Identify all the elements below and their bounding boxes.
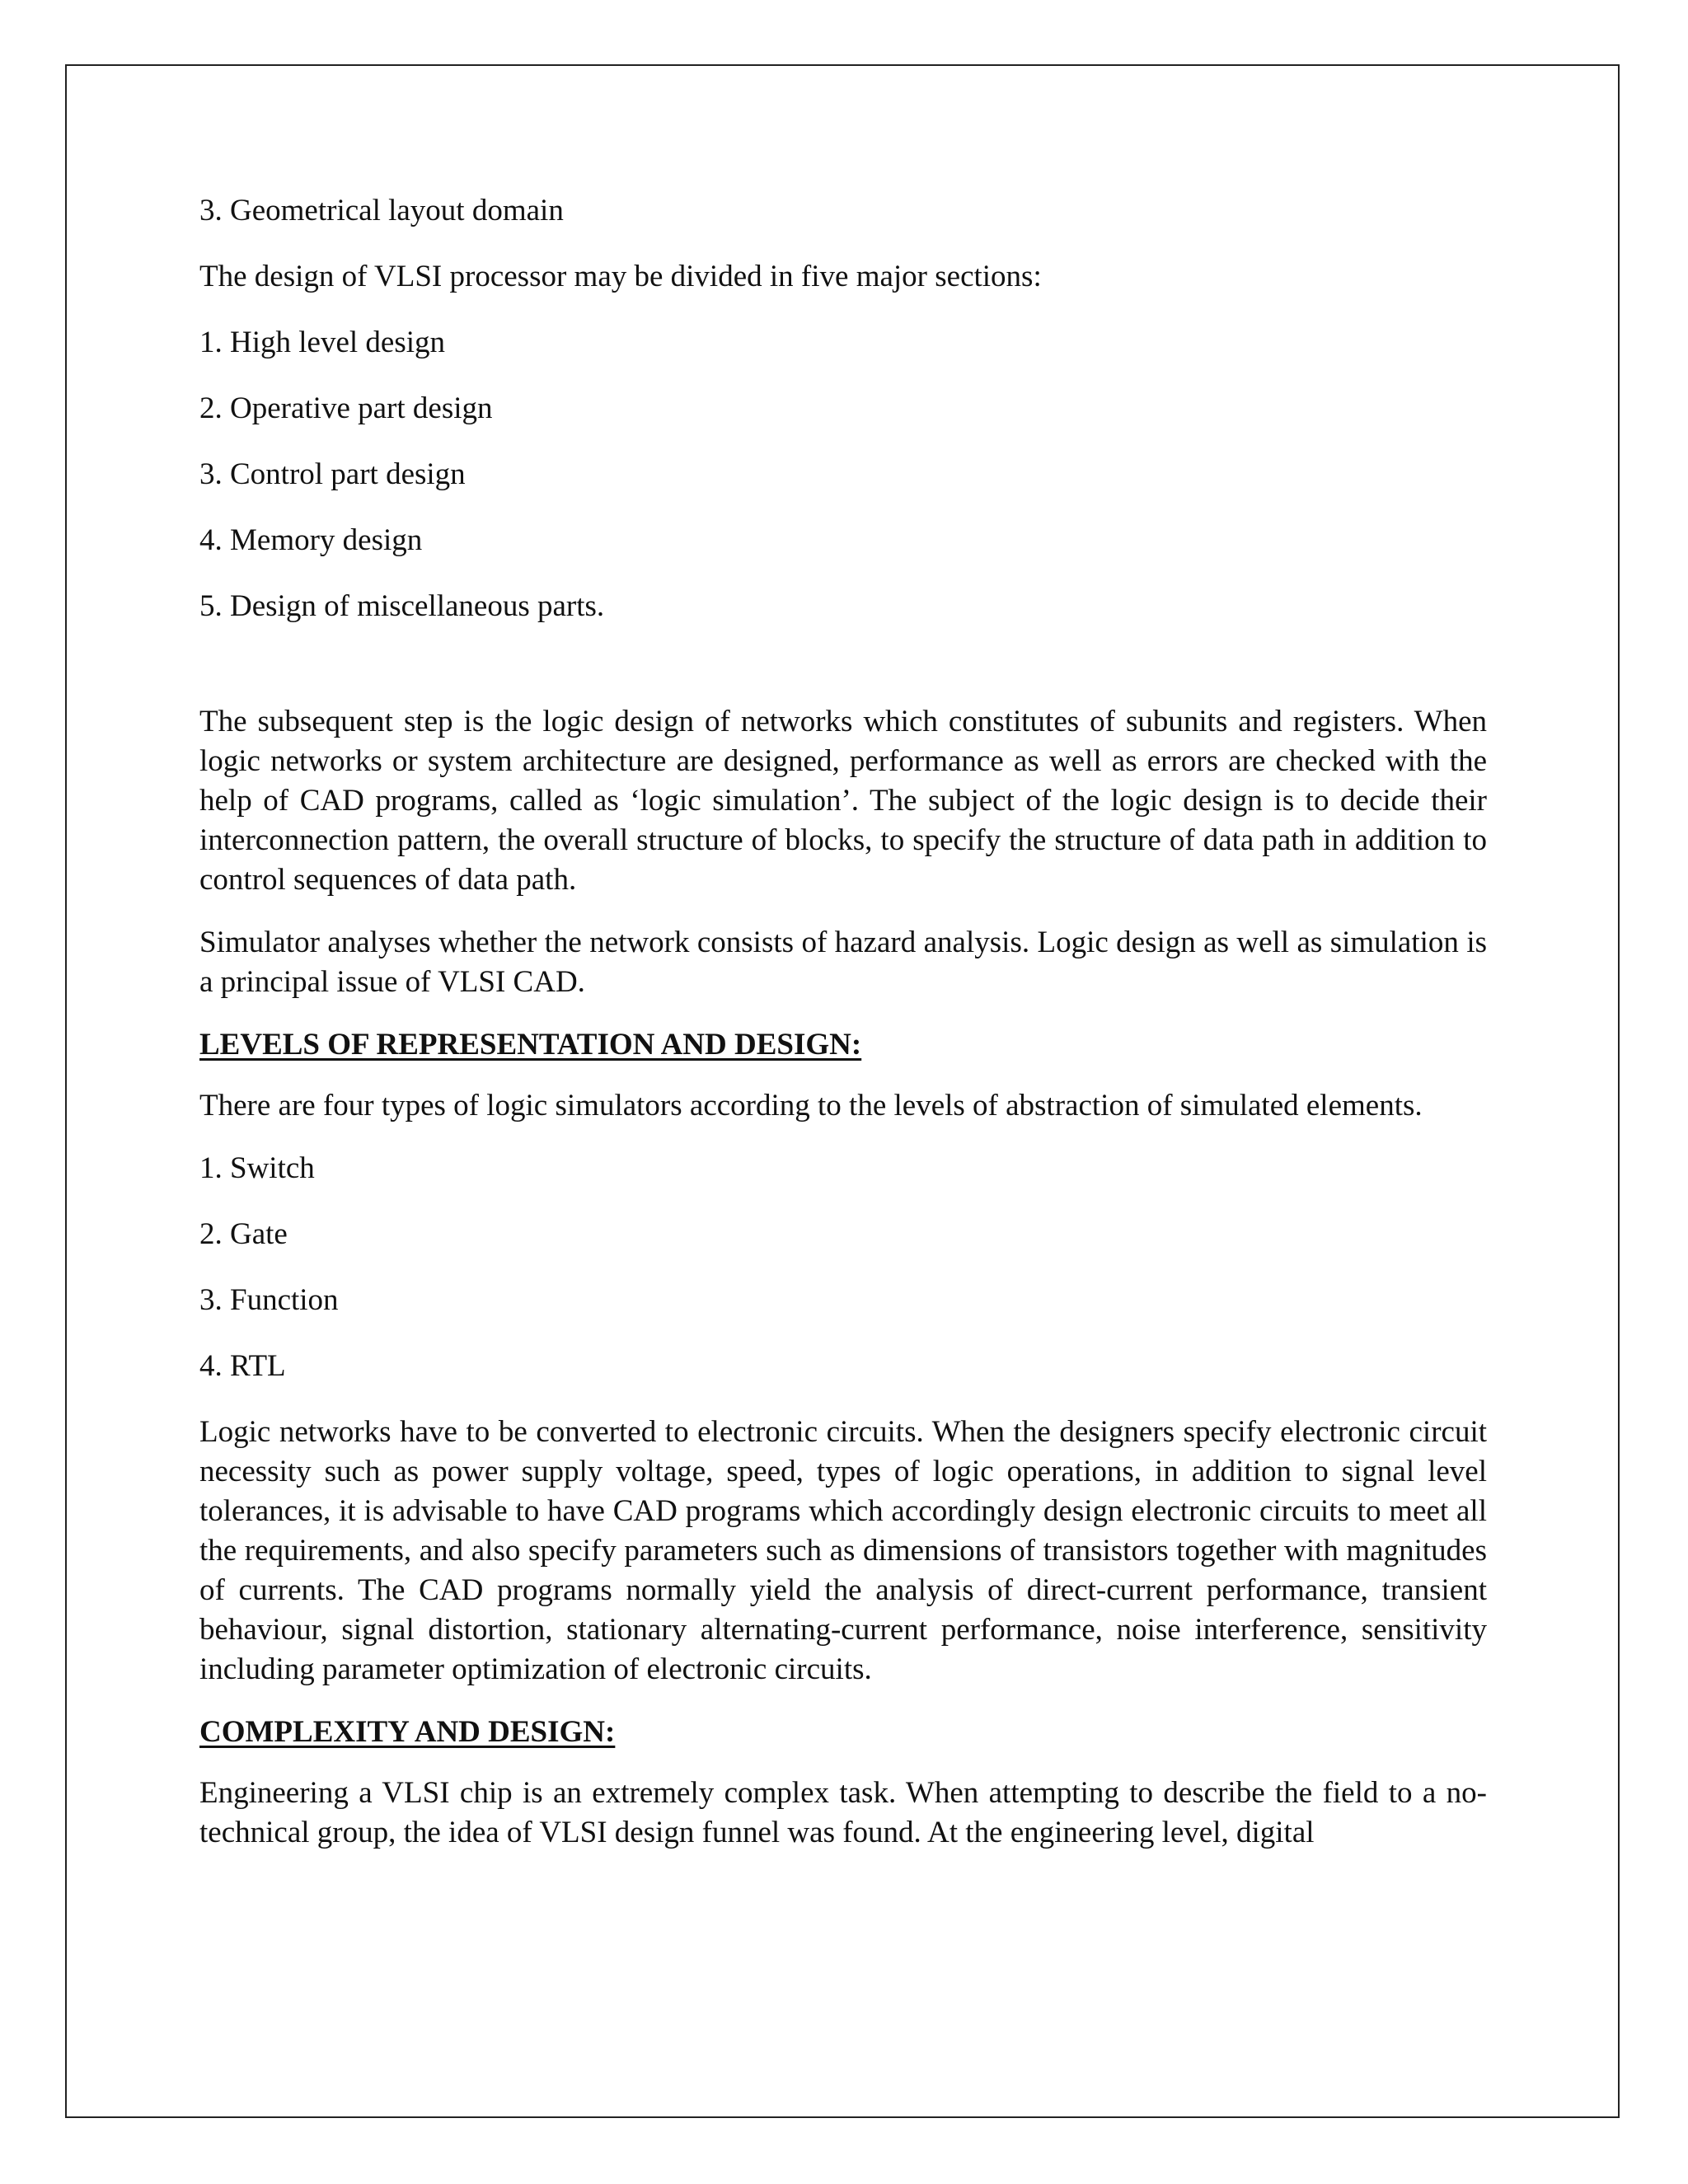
- sections-intro: The design of VLSI processor may be divided in five major sections:: [199, 260, 1042, 293]
- document-body: [199, 191, 1487, 1876]
- domain-item-geometrical-layout: 3. Geometrical layout domain: [199, 194, 564, 227]
- heading-complexity-and-design: COMPLEXITY AND DESIGN:: [199, 1715, 616, 1749]
- paragraph-electronic-circuits: Logic networks have to be converted to electronic circuits. When the designers specify electronic circuit necessity such as power supply voltage, speed, types of logic operations, in addition to signal level tolerances, it is advisable to have CAD programs which accordingly design electronic circuits to meet all the requirements, and also specify parameters such as dimensions of transistors together with magnitudes of currents. The CAD programs normally yield the analysis of direct-current performance, transient behaviour, signal distortion, stationary alternating-current performance, noise interference, sensitivity including parameter optimization of electronic circuits.: [199, 1415, 1487, 1686]
- level-item-gate: 2. Gate: [199, 1217, 288, 1251]
- heading-levels-of-representation: LEVELS OF REPRESENTATION AND DESIGN:: [199, 1028, 862, 1062]
- blank-gap: [199, 653, 1487, 702]
- section-item-miscellaneous: 5. Design of miscellaneous parts.: [199, 589, 605, 623]
- paragraph-complexity: Engineering a VLSI chip is an extremely complex task. When attempting to describe the field to a no-technical group, the idea of VLSI design funnel was found. At the engineering level, digital: [199, 1776, 1487, 1849]
- level-item-switch: 1. Switch: [199, 1151, 315, 1185]
- paragraph-simulator: Simulator analyses whether the network consists of hazard analysis. Logic design as well as simulation is a principal issue of VLSI CAD.: [199, 926, 1487, 999]
- section-item-control: 3. Control part design: [199, 457, 466, 491]
- section-item-operative: 2. Operative part design: [199, 391, 493, 425]
- section-item-high-level: 1. High level design: [199, 326, 446, 359]
- level-item-function: 3. Function: [199, 1283, 339, 1317]
- paragraph-four-types: There are four types of logic simulators according to the levels of abstraction of simulated elements.: [199, 1089, 1423, 1122]
- level-item-rtl: 4. RTL: [199, 1349, 286, 1383]
- section-item-memory: 4. Memory design: [199, 523, 423, 557]
- paragraph-logic-design: The subsequent step is the logic design of networks which constitutes of subunits and registers. When logic networks or system architecture are designed, performance as well as errors are checked with the help of CAD programs, called as ‘logic simulation’. The subject of the logic design is to decide their interconnection pattern, the overall structure of blocks, to specify the structure of data path in addition to control sequences of data path.: [199, 705, 1487, 897]
